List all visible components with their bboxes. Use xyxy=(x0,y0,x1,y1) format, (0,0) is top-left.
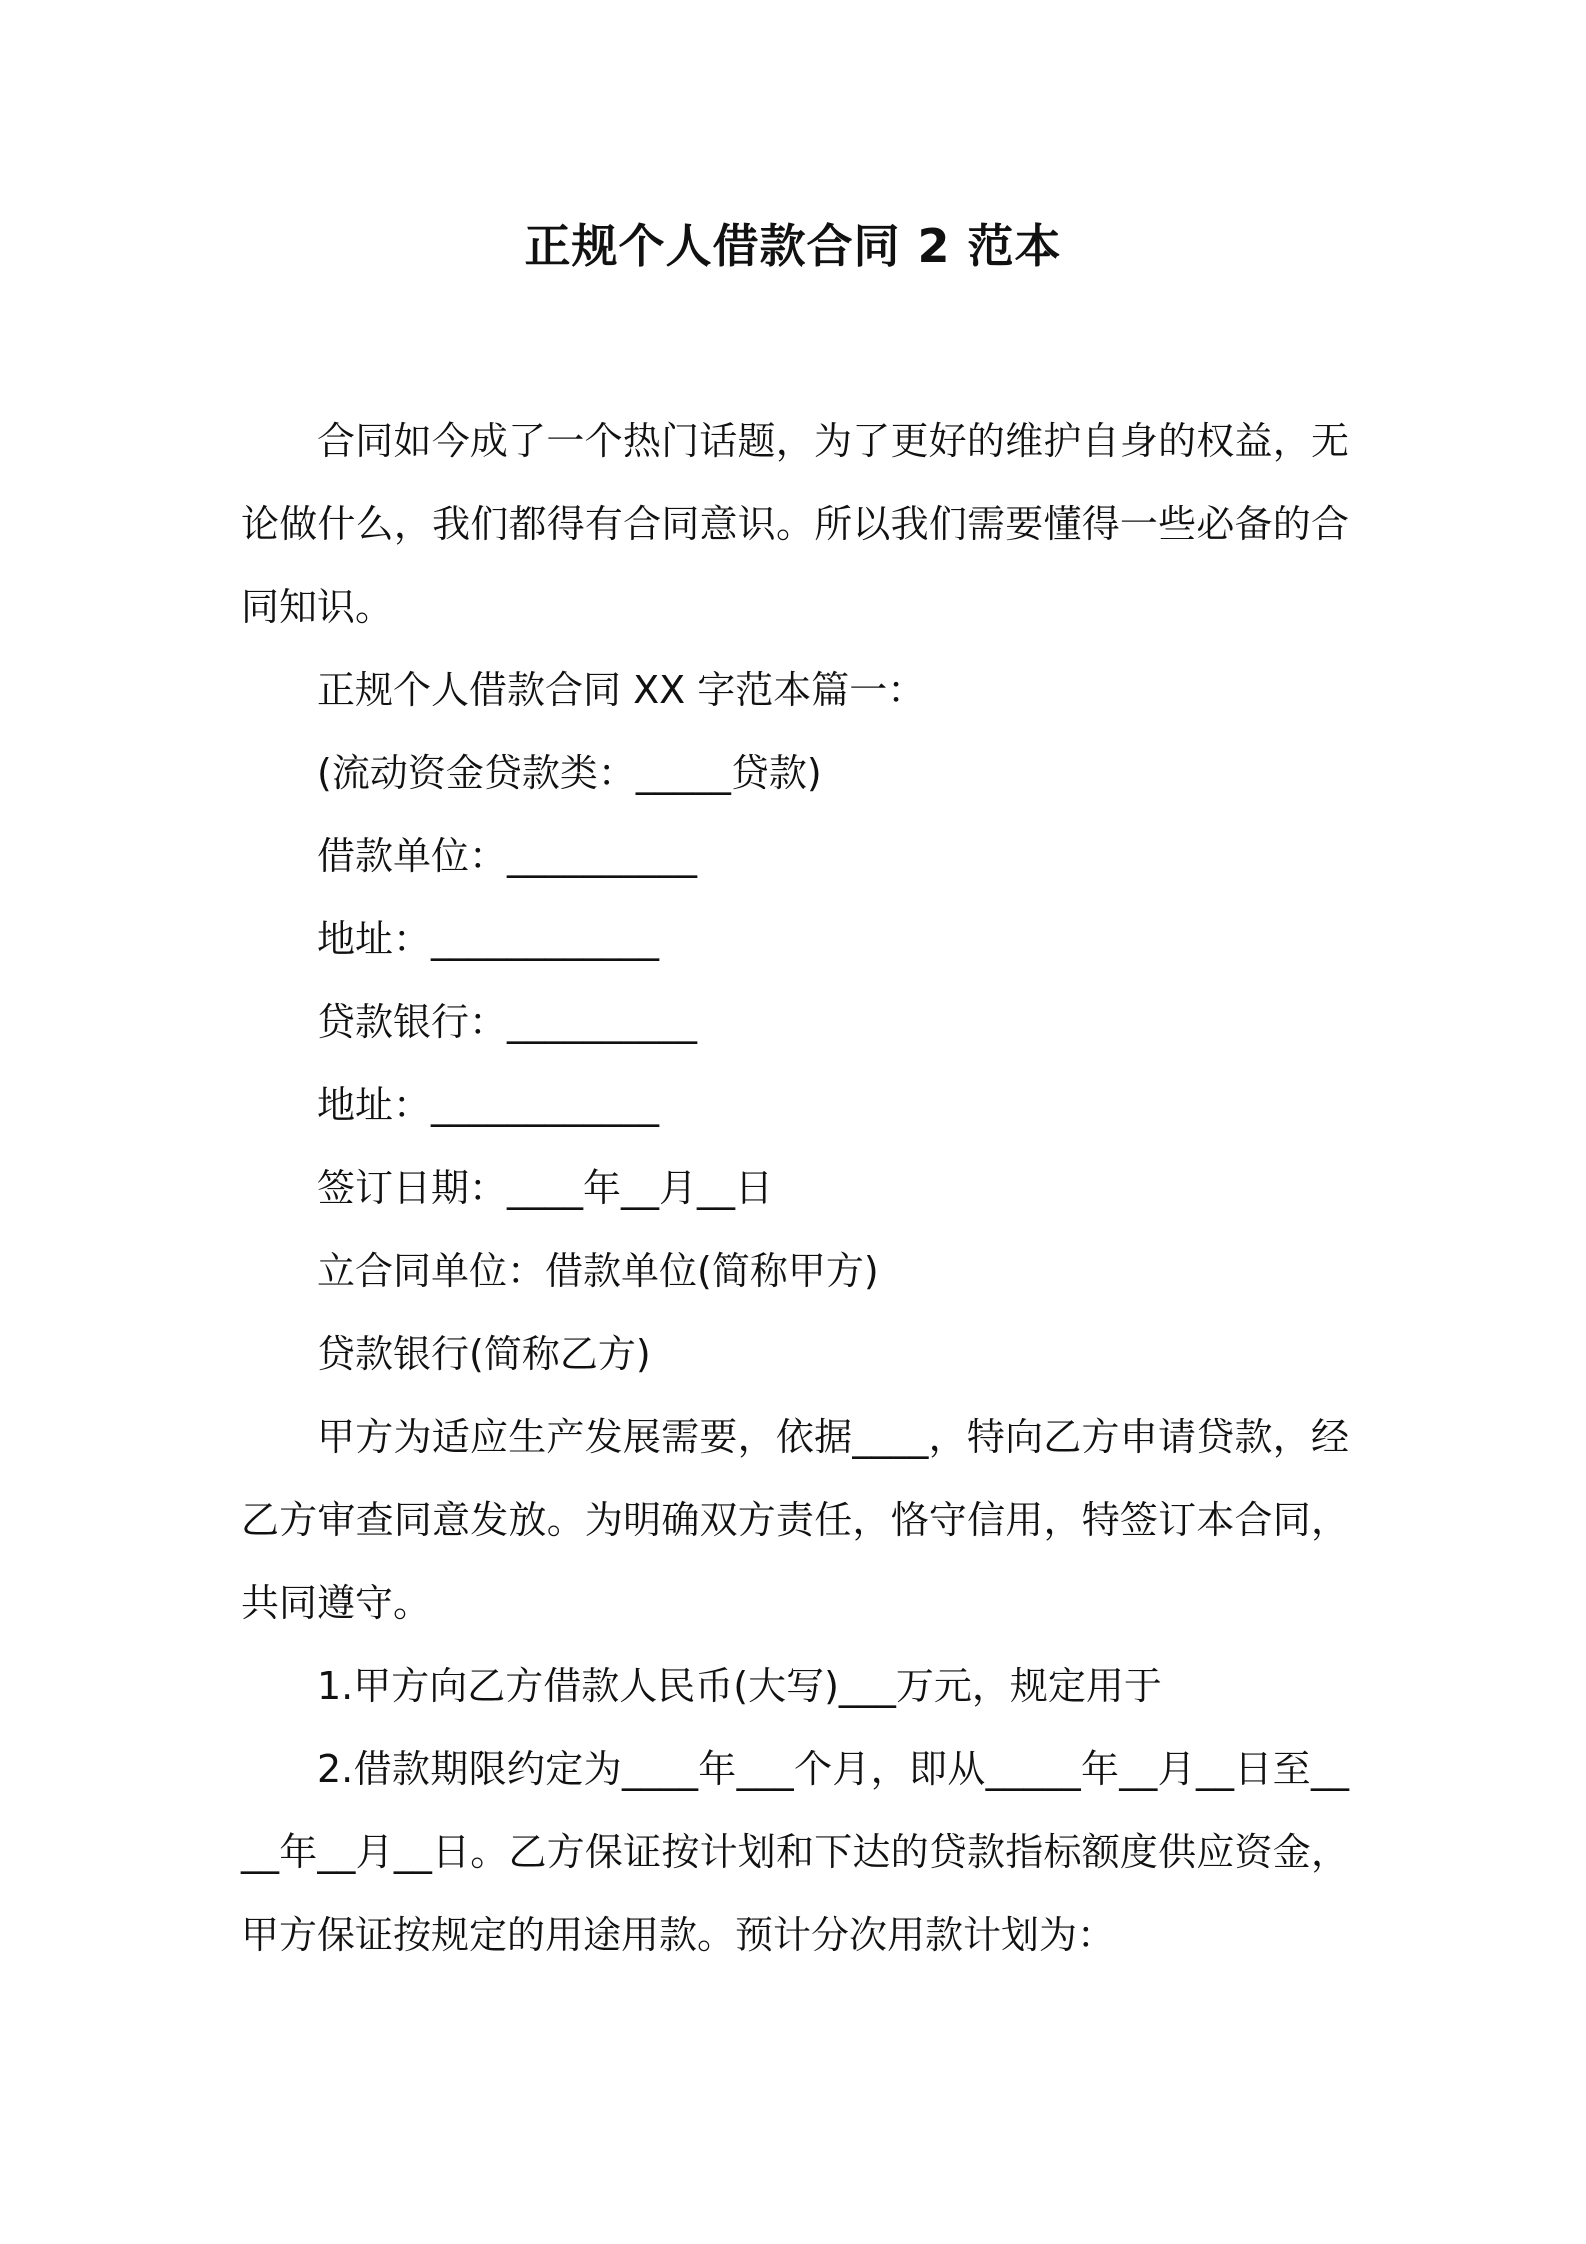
clause-2: 2.借款期限约定为____年___个月，即从_____年__月__日至____年__月__日。乙方保证按计划和下达的贷款指标额度供应资金，甲方保证按规定的用途用款。预计分次用款计划为： xyxy=(241,1747,1349,1957)
lender-address-line: 地址：____________ xyxy=(317,1083,660,1127)
borrower-line: 借款单位：__________ xyxy=(317,834,698,878)
intro-paragraph: 合同如今成了一个热门话题，为了更好的维护自身的权益，无论做什么，我们都得有合同意识。所以我们需要懂得一些必备的合同知识。 xyxy=(241,419,1349,629)
document-title: 正规个人借款合同 2 范本 xyxy=(524,219,1062,273)
party-a-line: 立合同单位：借款单位(简称甲方) xyxy=(317,1249,879,1293)
clause-1: 1.甲方向乙方借款人民币(大写)___万元，规定用于 xyxy=(317,1664,1162,1708)
section-heading: 正规个人借款合同 XX 字范本篇一： xyxy=(317,668,926,712)
borrower-address-line: 地址：____________ xyxy=(317,917,660,961)
lender-bank-line: 贷款银行：__________ xyxy=(317,1000,698,1044)
loan-type-line: (流动资金贷款类：_____贷款) xyxy=(317,751,822,795)
purpose-paragraph: 甲方为适应生产发展需要，依据____，特向乙方申请贷款，经乙方审查同意发放。为明确双方责任，恪守信用，特签订本合同，共同遵守。 xyxy=(241,1415,1349,1625)
signing-date-line: 签订日期：____年__月__日 xyxy=(317,1166,774,1210)
document-body xyxy=(241,400,1349,1977)
party-b-line: 贷款银行(简称乙方) xyxy=(317,1332,651,1376)
